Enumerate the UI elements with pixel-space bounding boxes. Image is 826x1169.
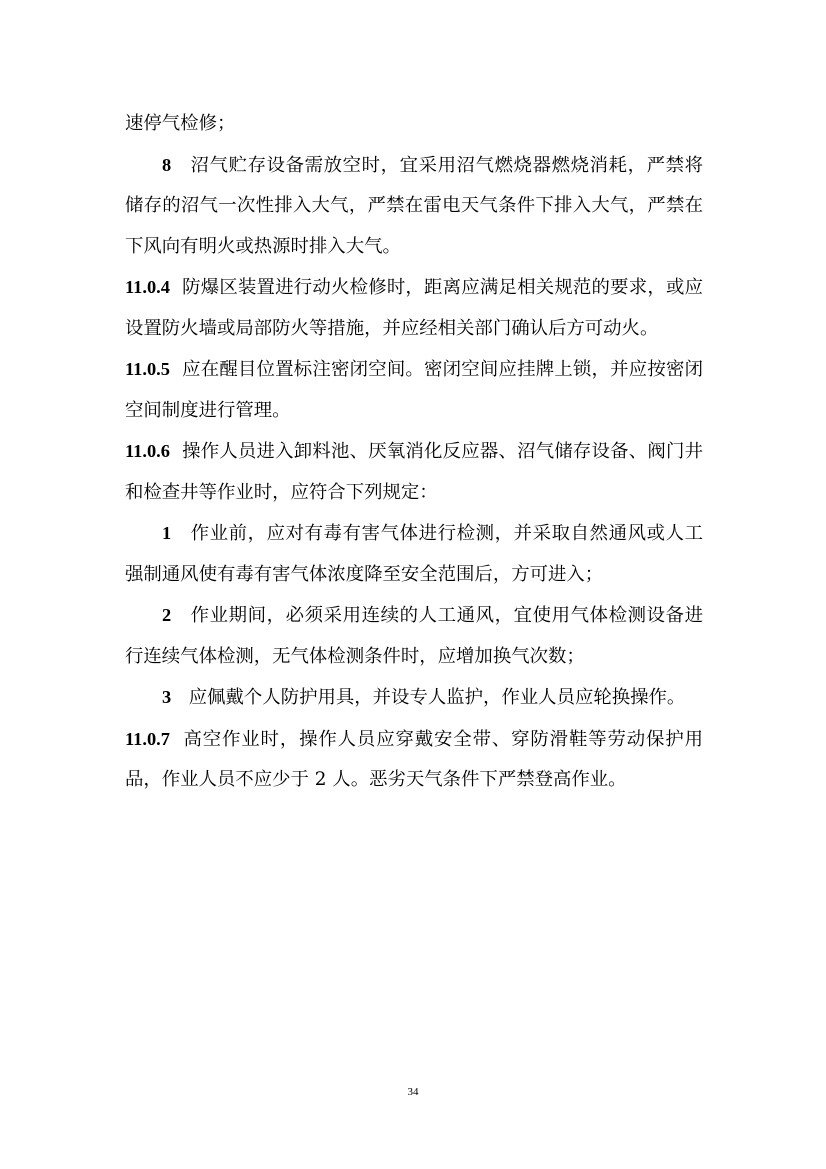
clause-11-0-5	[125, 349, 703, 431]
clause-text: 高空作业时，操作人员应穿戴安全带、穿防滑鞋等劳动保护用品，作业人员不应少于 2 人。恶劣天气条件下严禁登高作业。	[125, 728, 703, 790]
item-1	[125, 513, 703, 595]
item-number: 1	[162, 523, 172, 543]
item-number: 8	[162, 154, 172, 175]
item-text: 沼气贮存设备需放空时，宜采用沼气燃烧器燃烧消耗，严禁将储存的沼气一次性排入大气，严禁在雷电天气条件下排入大气，严禁在下风向有明火或热源时排入大气。	[125, 154, 703, 257]
clause-11-0-6	[125, 431, 703, 513]
item-text: 应佩戴个人防护用具，并设专人监护，作业人员应轮换操作。	[188, 687, 686, 708]
clause-number: 11.0.7	[125, 728, 170, 749]
paragraph-text: 速停气检修；	[125, 113, 236, 134]
clause-number: 11.0.6	[125, 441, 170, 461]
clause-text: 操作人员进入卸料池、厌氧消化反应器、沼气储存设备、阀门井和检查井等作业时，应符合下列规定：	[125, 441, 703, 503]
clause-11-0-4	[125, 267, 703, 349]
item-number: 3	[162, 687, 172, 707]
page-number: 34	[407, 1086, 419, 1098]
item-8	[125, 145, 703, 268]
item-number: 2	[162, 605, 172, 625]
clause-11-0-7	[125, 719, 703, 801]
clause-number: 11.0.4	[125, 277, 170, 297]
clause-number: 11.0.5	[125, 359, 170, 379]
clause-text: 防爆区装置进行动火检修时，距离应满足相关规范的要求，或应设置防火墙或局部防火等措施，并应经相关部门确认后方可动火。	[125, 277, 703, 339]
clause-text: 应在醒目位置标注密闭空间。密闭空间应挂牌上锁，并应按密闭空间制度进行管理。	[125, 359, 703, 421]
item-text: 作业前，应对有毒有害气体进行检测，并采取自然通风或人工强制通风使有毒有害气体浓度降至安全范围后，方可进入；	[125, 523, 703, 585]
item-text: 作业期间，必须采用连续的人工通风，宜使用气体检测设备进行连续气体检测，无气体检测条件时，应增加换气次数；	[125, 605, 703, 667]
paragraph-continuation	[125, 104, 703, 145]
item-2	[125, 595, 703, 677]
document-body	[125, 104, 703, 801]
item-3	[125, 677, 703, 719]
